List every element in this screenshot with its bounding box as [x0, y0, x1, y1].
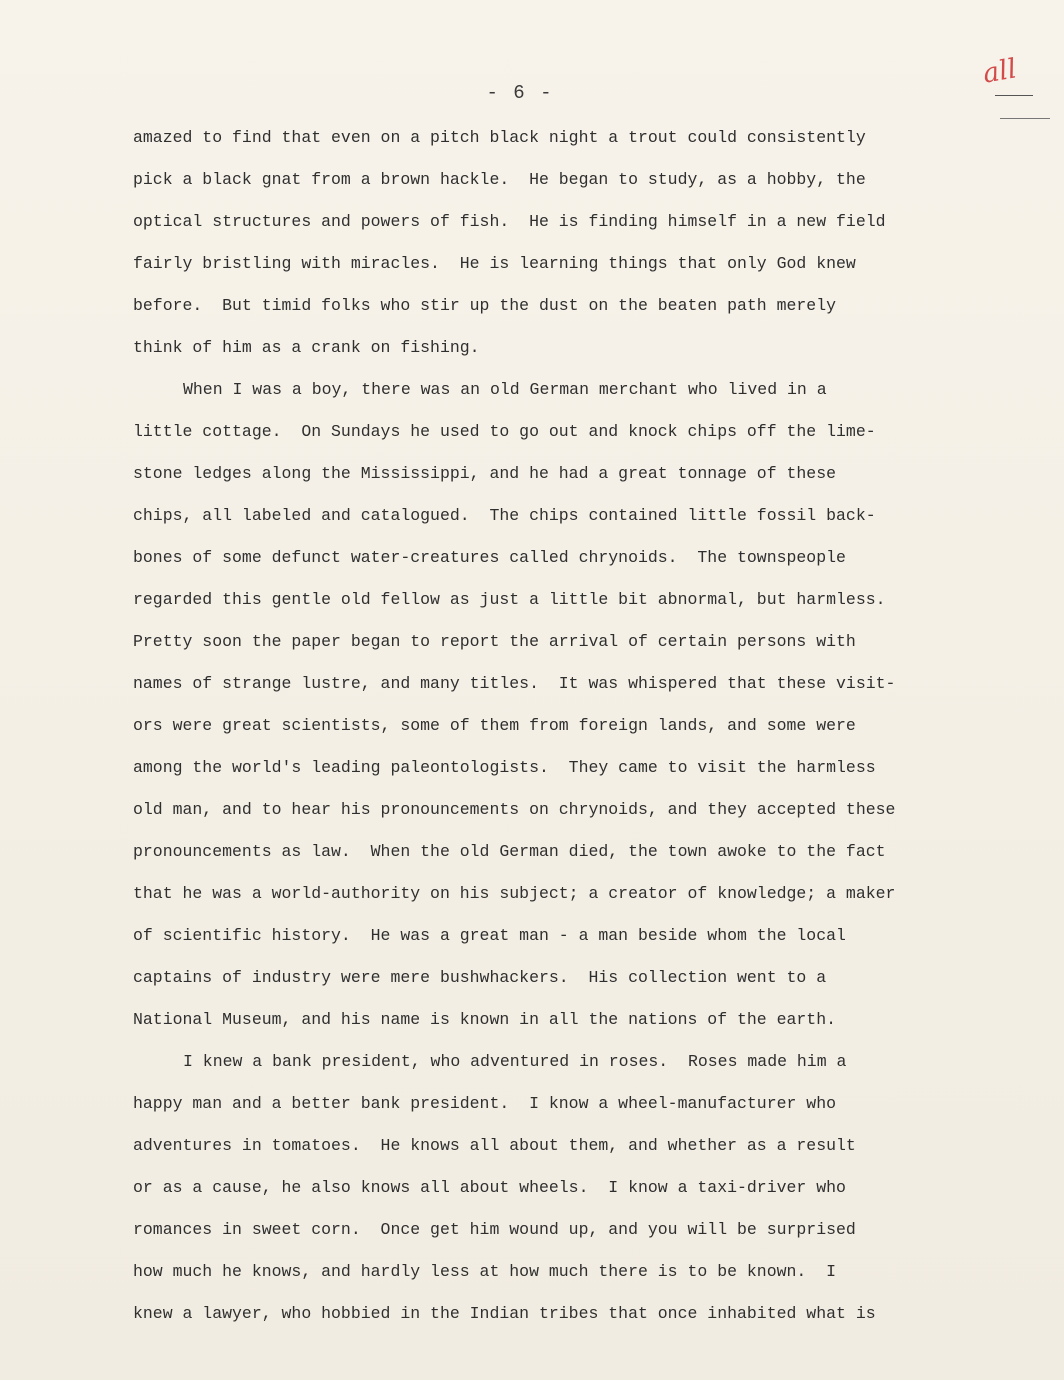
text-line: amazed to find that even on a pitch black night a trout could consistently: [133, 128, 866, 147]
text-line: ors were great scientists, some of them from foreign lands, and some were: [133, 716, 856, 735]
text-line: regarded this gentle old fellow as just a little bit abnormal, but harmless.: [133, 590, 886, 609]
text-line: captains of industry were mere bushwhackers. His collection went to a: [133, 968, 827, 987]
text-line: chips, all labeled and catalogued. The chips contained little fossil back-: [133, 506, 876, 525]
margin-mark: [1000, 118, 1050, 119]
text-line: Pretty soon the paper began to report the arrival of certain persons with: [133, 632, 856, 651]
text-line: little cottage. On Sundays he used to go out and knock chips off the lime-: [133, 422, 876, 441]
handwritten-annotation: all: [980, 53, 1019, 90]
text-line: National Museum, and his name is known in all the nations of the earth.: [133, 1010, 837, 1029]
text-line: old man, and to hear his pronouncements on chrynoids, and they accepted these: [133, 800, 896, 819]
text-line: When I was a boy, there was an old German merchant who lived in a: [183, 380, 827, 399]
text-line: names of strange lustre, and many titles. It was whispered that these visit-: [133, 674, 896, 693]
text-line: adventures in tomatoes. He knows all about them, and whether as a result: [133, 1136, 856, 1155]
text-line: I knew a bank president, who adventured in roses. Roses made him a: [183, 1052, 847, 1071]
text-line: stone ledges along the Mississippi, and he had a great tonnage of these: [133, 464, 837, 483]
text-line: among the world's leading paleontologists. They came to visit the harmless: [133, 758, 876, 777]
text-line: fairly bristling with miracles. He is learning things that only God knew: [133, 254, 856, 273]
text-line: think of him as a crank on fishing.: [133, 338, 480, 357]
margin-mark: [995, 95, 1033, 96]
text-line: before. But timid folks who stir up the dust on the beaten path merely: [133, 296, 837, 315]
text-line: romances in sweet corn. Once get him wound up, and you will be surprised: [133, 1220, 856, 1239]
text-line: of scientific history. He was a great man - a man beside whom the local: [133, 926, 846, 945]
text-line: happy man and a better bank president. I know a wheel-manufacturer who: [133, 1094, 837, 1113]
text-line: bones of some defunct water-creatures called chrynoids. The townspeople: [133, 548, 846, 567]
text-line: pick a black gnat from a brown hackle. He began to study, as a hobby, the: [133, 170, 866, 189]
text-line: how much he knows, and hardly less at how much there is to be known. I: [133, 1262, 837, 1281]
text-line: pronouncements as law. When the old German died, the town awoke to the fact: [133, 842, 886, 861]
text-line: knew a lawyer, who hobbied in the Indian tribes that once inhabited what is: [133, 1304, 876, 1323]
text-line: optical structures and powers of fish. He is finding himself in a new field: [133, 212, 886, 231]
page-number: - 6 -: [486, 82, 554, 104]
text-line: that he was a world-authority on his subject; a creator of knowledge; a maker: [133, 884, 896, 903]
text-line: or as a cause, he also knows all about wheels. I know a taxi-driver who: [133, 1178, 846, 1197]
